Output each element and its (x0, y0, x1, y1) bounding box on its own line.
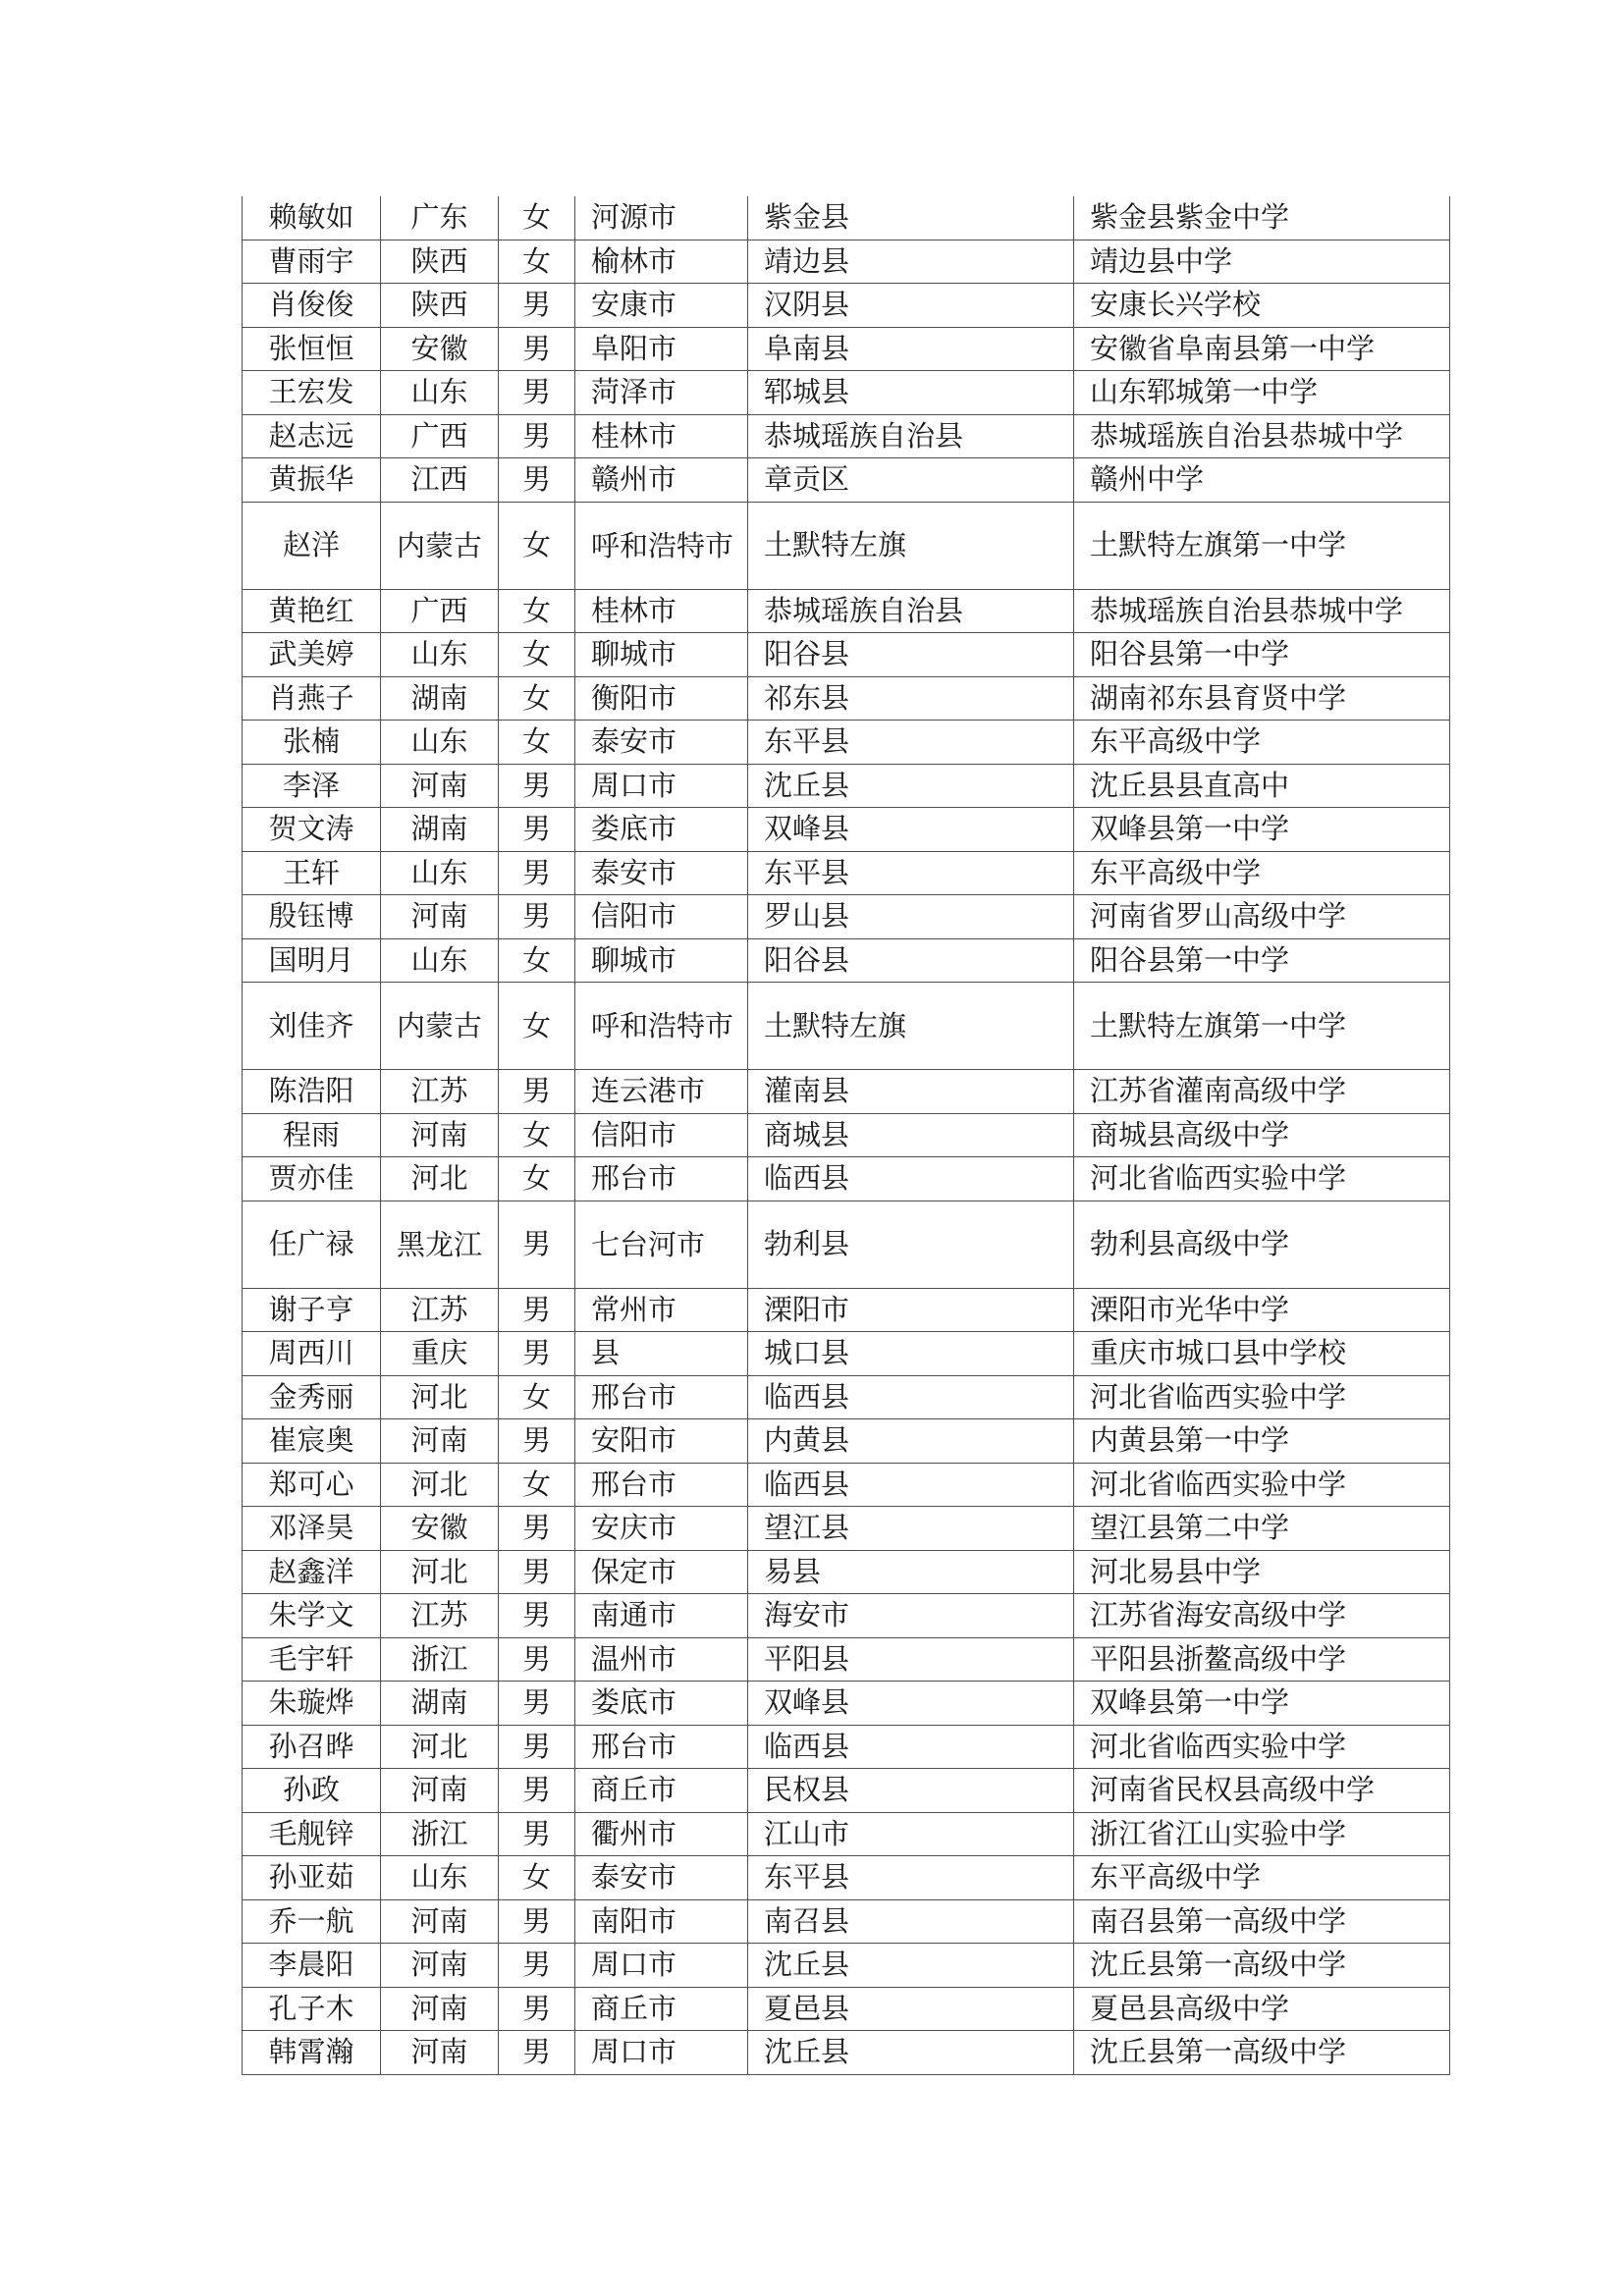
table-row (243, 1507, 1450, 1551)
gender-cell: 男 (499, 895, 575, 939)
student-name-cell: 国明月 (243, 938, 381, 983)
student-name-cell: 朱璇烨 (243, 1682, 381, 1726)
student-name-cell: 韩霄瀚 (243, 2031, 381, 2075)
table-row (243, 1769, 1450, 1813)
province-cell: 河南 (381, 2031, 499, 2075)
school-name-cell: 双峰县第一中学 (1074, 1682, 1450, 1726)
gender-cell: 男 (499, 808, 575, 852)
school-name-cell: 安康长兴学校 (1074, 284, 1450, 328)
province-cell: 山东 (381, 851, 499, 895)
table-row (243, 1899, 1450, 1944)
table-row (243, 1594, 1450, 1638)
school-name-cell: 安徽省阜南县第一中学 (1074, 327, 1450, 371)
school-name-cell: 沈丘县第一高级中学 (1074, 2031, 1450, 2075)
province-cell: 山东 (381, 1856, 499, 1900)
city-cell: 呼和浩特市 (575, 502, 748, 589)
table-row (243, 458, 1450, 503)
table-row (243, 502, 1450, 589)
county-cell: 土默特左旗 (748, 983, 1074, 1070)
gender-cell: 男 (499, 1507, 575, 1551)
gender-cell: 男 (499, 764, 575, 808)
school-name-cell: 河南省民权县高级中学 (1074, 1769, 1450, 1813)
gender-cell: 男 (499, 1594, 575, 1638)
student-name-cell: 陈浩阳 (243, 1070, 381, 1114)
county-cell: 郓城县 (748, 371, 1074, 415)
province-cell: 山东 (381, 371, 499, 415)
gender-cell: 女 (499, 1375, 575, 1419)
school-name-cell: 山东郓城第一中学 (1074, 371, 1450, 415)
county-cell: 沈丘县 (748, 764, 1074, 808)
student-name-cell: 孙召晔 (243, 1725, 381, 1769)
gender-cell: 男 (499, 1332, 575, 1376)
city-cell: 保定市 (575, 1550, 748, 1594)
table-row (243, 808, 1450, 852)
county-cell: 阜南县 (748, 327, 1074, 371)
gender-cell: 男 (499, 1070, 575, 1114)
gender-cell: 女 (499, 721, 575, 765)
county-cell: 阳谷县 (748, 633, 1074, 677)
county-cell: 双峰县 (748, 1682, 1074, 1726)
student-name-cell: 黄振华 (243, 458, 381, 503)
county-cell: 夏邑县 (748, 1987, 1074, 2031)
table-row (243, 1332, 1450, 1376)
school-name-cell: 内黄县第一中学 (1074, 1419, 1450, 1464)
county-cell: 海安市 (748, 1594, 1074, 1638)
gender-cell: 男 (499, 371, 575, 415)
county-cell: 南召县 (748, 1899, 1074, 1944)
gender-cell: 男 (499, 1637, 575, 1682)
school-name-cell: 沈丘县县直高中 (1074, 764, 1450, 808)
school-name-cell: 重庆市城口县中学校 (1074, 1332, 1450, 1376)
city-cell: 聊城市 (575, 938, 748, 983)
county-cell: 江山市 (748, 1812, 1074, 1856)
gender-cell: 男 (499, 851, 575, 895)
student-name-cell: 赵鑫洋 (243, 1550, 381, 1594)
gender-cell: 男 (499, 1769, 575, 1813)
student-name-cell: 曹雨宇 (243, 240, 381, 284)
school-name-cell: 河北省临西实验中学 (1074, 1725, 1450, 1769)
table-row (243, 1637, 1450, 1682)
county-cell: 临西县 (748, 1157, 1074, 1201)
gender-cell: 女 (499, 240, 575, 284)
province-cell: 陕西 (381, 240, 499, 284)
county-cell: 望江县 (748, 1507, 1074, 1551)
province-cell: 江西 (381, 458, 499, 503)
county-cell: 民权县 (748, 1769, 1074, 1813)
city-cell: 邢台市 (575, 1375, 748, 1419)
county-cell: 土默特左旗 (748, 502, 1074, 589)
province-cell: 湖南 (381, 1682, 499, 1726)
table-row (243, 1375, 1450, 1419)
school-name-cell: 河北省临西实验中学 (1074, 1463, 1450, 1507)
student-name-cell: 殷钰博 (243, 895, 381, 939)
county-cell: 祁东县 (748, 676, 1074, 721)
school-name-cell: 土默特左旗第一中学 (1074, 502, 1450, 589)
county-cell: 临西县 (748, 1375, 1074, 1419)
school-name-cell: 商城县高级中学 (1074, 1113, 1450, 1157)
city-cell: 泰安市 (575, 851, 748, 895)
gender-cell: 男 (499, 1419, 575, 1464)
table-row (243, 284, 1450, 328)
gender-cell: 女 (499, 676, 575, 721)
gender-cell: 男 (499, 2031, 575, 2075)
table-row (243, 983, 1450, 1070)
city-cell: 安阳市 (575, 1419, 748, 1464)
city-cell: 安庆市 (575, 1507, 748, 1551)
county-cell: 沈丘县 (748, 1944, 1074, 1988)
province-cell: 黑龙江 (381, 1201, 499, 1288)
province-cell: 河南 (381, 1419, 499, 1464)
province-cell: 陕西 (381, 284, 499, 328)
province-cell: 河南 (381, 764, 499, 808)
student-name-cell: 孔子木 (243, 1987, 381, 2031)
city-cell: 娄底市 (575, 808, 748, 852)
city-cell: 邢台市 (575, 1725, 748, 1769)
county-cell: 双峰县 (748, 808, 1074, 852)
gender-cell: 男 (499, 1987, 575, 2031)
city-cell: 信阳市 (575, 895, 748, 939)
province-cell: 湖南 (381, 808, 499, 852)
student-name-cell: 程雨 (243, 1113, 381, 1157)
table-row (243, 1682, 1450, 1726)
city-cell: 商丘市 (575, 1987, 748, 2031)
gender-cell: 男 (499, 1288, 575, 1332)
city-cell: 聊城市 (575, 633, 748, 677)
county-cell: 城口县 (748, 1332, 1074, 1376)
city-cell: 呼和浩特市 (575, 983, 748, 1070)
student-name-cell: 王轩 (243, 851, 381, 895)
province-cell: 山东 (381, 938, 499, 983)
province-cell: 河北 (381, 1157, 499, 1201)
province-cell: 江苏 (381, 1594, 499, 1638)
school-name-cell: 河北易县中学 (1074, 1550, 1450, 1594)
student-name-cell: 邓泽昊 (243, 1507, 381, 1551)
table-row (243, 414, 1450, 458)
table-row (243, 1070, 1450, 1114)
gender-cell: 男 (499, 1725, 575, 1769)
school-name-cell: 南召县第一高级中学 (1074, 1899, 1450, 1944)
document-page (242, 196, 1449, 2075)
school-name-cell: 江苏省灌南高级中学 (1074, 1070, 1450, 1114)
gender-cell: 女 (499, 983, 575, 1070)
table-row (243, 633, 1450, 677)
school-name-cell: 赣州中学 (1074, 458, 1450, 503)
province-cell: 河南 (381, 895, 499, 939)
city-cell: 泰安市 (575, 721, 748, 765)
student-name-cell: 谢子亨 (243, 1288, 381, 1332)
school-name-cell: 溧阳市光华中学 (1074, 1288, 1450, 1332)
province-cell: 江苏 (381, 1288, 499, 1332)
school-name-cell: 浙江省江山实验中学 (1074, 1812, 1450, 1856)
province-cell: 广西 (381, 589, 499, 633)
province-cell: 广东 (381, 196, 499, 240)
county-cell: 恭城瑶族自治县 (748, 589, 1074, 633)
city-cell: 桂林市 (575, 414, 748, 458)
student-name-cell: 郑可心 (243, 1463, 381, 1507)
province-cell: 湖南 (381, 676, 499, 721)
student-roster-table (242, 196, 1450, 2075)
city-cell: 阜阳市 (575, 327, 748, 371)
province-cell: 广西 (381, 414, 499, 458)
city-cell: 安康市 (575, 284, 748, 328)
table-row (243, 676, 1450, 721)
province-cell: 河南 (381, 1987, 499, 2031)
student-name-cell: 孙亚茹 (243, 1856, 381, 1900)
city-cell: 娄底市 (575, 1682, 748, 1726)
gender-cell: 女 (499, 502, 575, 589)
school-name-cell: 江苏省海安高级中学 (1074, 1594, 1450, 1638)
school-name-cell: 阳谷县第一中学 (1074, 633, 1450, 677)
county-cell: 东平县 (748, 1856, 1074, 1900)
province-cell: 河南 (381, 1899, 499, 1944)
school-name-cell: 阳谷县第一中学 (1074, 938, 1450, 983)
gender-cell: 女 (499, 633, 575, 677)
gender-cell: 女 (499, 1113, 575, 1157)
school-name-cell: 湖南祁东县育贤中学 (1074, 676, 1450, 721)
city-cell: 桂林市 (575, 589, 748, 633)
table-row (243, 240, 1450, 284)
student-name-cell: 崔宸奥 (243, 1419, 381, 1464)
city-cell: 周口市 (575, 764, 748, 808)
city-cell: 南阳市 (575, 1899, 748, 1944)
city-cell: 县 (575, 1332, 748, 1376)
student-name-cell: 刘佳齐 (243, 983, 381, 1070)
county-cell: 临西县 (748, 1463, 1074, 1507)
gender-cell: 男 (499, 458, 575, 503)
table-row (243, 1550, 1450, 1594)
province-cell: 河北 (381, 1550, 499, 1594)
gender-cell: 男 (499, 1812, 575, 1856)
school-name-cell: 东平高级中学 (1074, 721, 1450, 765)
county-cell: 临西县 (748, 1725, 1074, 1769)
student-name-cell: 赵志远 (243, 414, 381, 458)
student-name-cell: 李晨阳 (243, 1944, 381, 1988)
school-name-cell: 东平高级中学 (1074, 851, 1450, 895)
school-name-cell: 平阳县浙鳌高级中学 (1074, 1637, 1450, 1682)
province-cell: 山东 (381, 721, 499, 765)
gender-cell: 男 (499, 284, 575, 328)
city-cell: 温州市 (575, 1637, 748, 1682)
gender-cell: 男 (499, 414, 575, 458)
student-name-cell: 乔一航 (243, 1899, 381, 1944)
student-name-cell: 赵洋 (243, 502, 381, 589)
gender-cell: 男 (499, 1550, 575, 1594)
gender-cell: 女 (499, 1463, 575, 1507)
student-name-cell: 李泽 (243, 764, 381, 808)
table-row (243, 196, 1450, 240)
county-cell: 易县 (748, 1550, 1074, 1594)
school-name-cell: 望江县第二中学 (1074, 1507, 1450, 1551)
school-name-cell: 河南省罗山高级中学 (1074, 895, 1450, 939)
city-cell: 榆林市 (575, 240, 748, 284)
table-row (243, 1725, 1450, 1769)
province-cell: 山东 (381, 633, 499, 677)
province-cell: 河北 (381, 1375, 499, 1419)
table-row (243, 938, 1450, 983)
school-name-cell: 河北省临西实验中学 (1074, 1157, 1450, 1201)
table-row (243, 1944, 1450, 1988)
table-row (243, 1201, 1450, 1288)
city-cell: 衡阳市 (575, 676, 748, 721)
city-cell: 赣州市 (575, 458, 748, 503)
county-cell: 东平县 (748, 851, 1074, 895)
city-cell: 邢台市 (575, 1157, 748, 1201)
student-name-cell: 金秀丽 (243, 1375, 381, 1419)
county-cell: 灌南县 (748, 1070, 1074, 1114)
gender-cell: 女 (499, 1856, 575, 1900)
school-name-cell: 河北省临西实验中学 (1074, 1375, 1450, 1419)
student-name-cell: 王宏发 (243, 371, 381, 415)
city-cell: 七台河市 (575, 1201, 748, 1288)
table-row (243, 371, 1450, 415)
table-row (243, 1856, 1450, 1900)
student-name-cell: 张楠 (243, 721, 381, 765)
city-cell: 河源市 (575, 196, 748, 240)
gender-cell: 女 (499, 1157, 575, 1201)
table-row (243, 1812, 1450, 1856)
province-cell: 江苏 (381, 1070, 499, 1114)
student-name-cell: 肖燕子 (243, 676, 381, 721)
city-cell: 连云港市 (575, 1070, 748, 1114)
province-cell: 内蒙古 (381, 983, 499, 1070)
table-row (243, 327, 1450, 371)
county-cell: 商城县 (748, 1113, 1074, 1157)
table-row (243, 1288, 1450, 1332)
school-name-cell: 东平高级中学 (1074, 1856, 1450, 1900)
province-cell: 河北 (381, 1463, 499, 1507)
student-name-cell: 毛宇轩 (243, 1637, 381, 1682)
school-name-cell: 勃利县高级中学 (1074, 1201, 1450, 1288)
city-cell: 信阳市 (575, 1113, 748, 1157)
province-cell: 浙江 (381, 1812, 499, 1856)
city-cell: 南通市 (575, 1594, 748, 1638)
school-name-cell: 双峰县第一中学 (1074, 808, 1450, 852)
gender-cell: 女 (499, 196, 575, 240)
table-row (243, 721, 1450, 765)
city-cell: 商丘市 (575, 1769, 748, 1813)
student-name-cell: 贺文涛 (243, 808, 381, 852)
gender-cell: 女 (499, 938, 575, 983)
table-row (243, 1113, 1450, 1157)
province-cell: 河南 (381, 1944, 499, 1988)
table-row (243, 1157, 1450, 1201)
county-cell: 勃利县 (748, 1201, 1074, 1288)
school-name-cell: 恭城瑶族自治县恭城中学 (1074, 414, 1450, 458)
city-cell: 周口市 (575, 1944, 748, 1988)
city-cell: 邢台市 (575, 1463, 748, 1507)
table-row (243, 1419, 1450, 1464)
table-row (243, 851, 1450, 895)
school-name-cell: 恭城瑶族自治县恭城中学 (1074, 589, 1450, 633)
gender-cell: 男 (499, 327, 575, 371)
province-cell: 安徽 (381, 327, 499, 371)
student-name-cell: 肖俊俊 (243, 284, 381, 328)
school-name-cell: 夏邑县高级中学 (1074, 1987, 1450, 2031)
gender-cell: 男 (499, 1899, 575, 1944)
county-cell: 章贡区 (748, 458, 1074, 503)
county-cell: 沈丘县 (748, 2031, 1074, 2075)
county-cell: 恭城瑶族自治县 (748, 414, 1074, 458)
school-name-cell: 紫金县紫金中学 (1074, 196, 1450, 240)
city-cell: 周口市 (575, 2031, 748, 2075)
table-row (243, 1987, 1450, 2031)
student-name-cell: 周西川 (243, 1332, 381, 1376)
city-cell: 常州市 (575, 1288, 748, 1332)
table-row (243, 589, 1450, 633)
student-name-cell: 朱学文 (243, 1594, 381, 1638)
province-cell: 浙江 (381, 1637, 499, 1682)
county-cell: 汉阴县 (748, 284, 1074, 328)
table-row (243, 764, 1450, 808)
roster-body (243, 196, 1450, 2074)
city-cell: 衢州市 (575, 1812, 748, 1856)
gender-cell: 男 (499, 1682, 575, 1726)
student-name-cell: 武美婷 (243, 633, 381, 677)
student-name-cell: 任广禄 (243, 1201, 381, 1288)
province-cell: 河南 (381, 1113, 499, 1157)
county-cell: 溧阳市 (748, 1288, 1074, 1332)
school-name-cell: 沈丘县第一高级中学 (1074, 1944, 1450, 1988)
student-name-cell: 黄艳红 (243, 589, 381, 633)
county-cell: 平阳县 (748, 1637, 1074, 1682)
student-name-cell: 毛舰锌 (243, 1812, 381, 1856)
gender-cell: 男 (499, 1944, 575, 1988)
student-name-cell: 孙政 (243, 1769, 381, 1813)
city-cell: 菏泽市 (575, 371, 748, 415)
gender-cell: 男 (499, 1201, 575, 1288)
province-cell: 河南 (381, 1769, 499, 1813)
student-name-cell: 贾亦佳 (243, 1157, 381, 1201)
county-cell: 紫金县 (748, 196, 1074, 240)
county-cell: 罗山县 (748, 895, 1074, 939)
table-row (243, 895, 1450, 939)
county-cell: 内黄县 (748, 1419, 1074, 1464)
student-name-cell: 赖敏如 (243, 196, 381, 240)
county-cell: 阳谷县 (748, 938, 1074, 983)
county-cell: 东平县 (748, 721, 1074, 765)
province-cell: 内蒙古 (381, 502, 499, 589)
province-cell: 重庆 (381, 1332, 499, 1376)
student-name-cell: 张恒恒 (243, 327, 381, 371)
province-cell: 安徽 (381, 1507, 499, 1551)
gender-cell: 女 (499, 589, 575, 633)
table-row (243, 1463, 1450, 1507)
school-name-cell: 靖边县中学 (1074, 240, 1450, 284)
province-cell: 河北 (381, 1725, 499, 1769)
city-cell: 泰安市 (575, 1856, 748, 1900)
county-cell: 靖边县 (748, 240, 1074, 284)
school-name-cell: 土默特左旗第一中学 (1074, 983, 1450, 1070)
table-row (243, 2031, 1450, 2075)
